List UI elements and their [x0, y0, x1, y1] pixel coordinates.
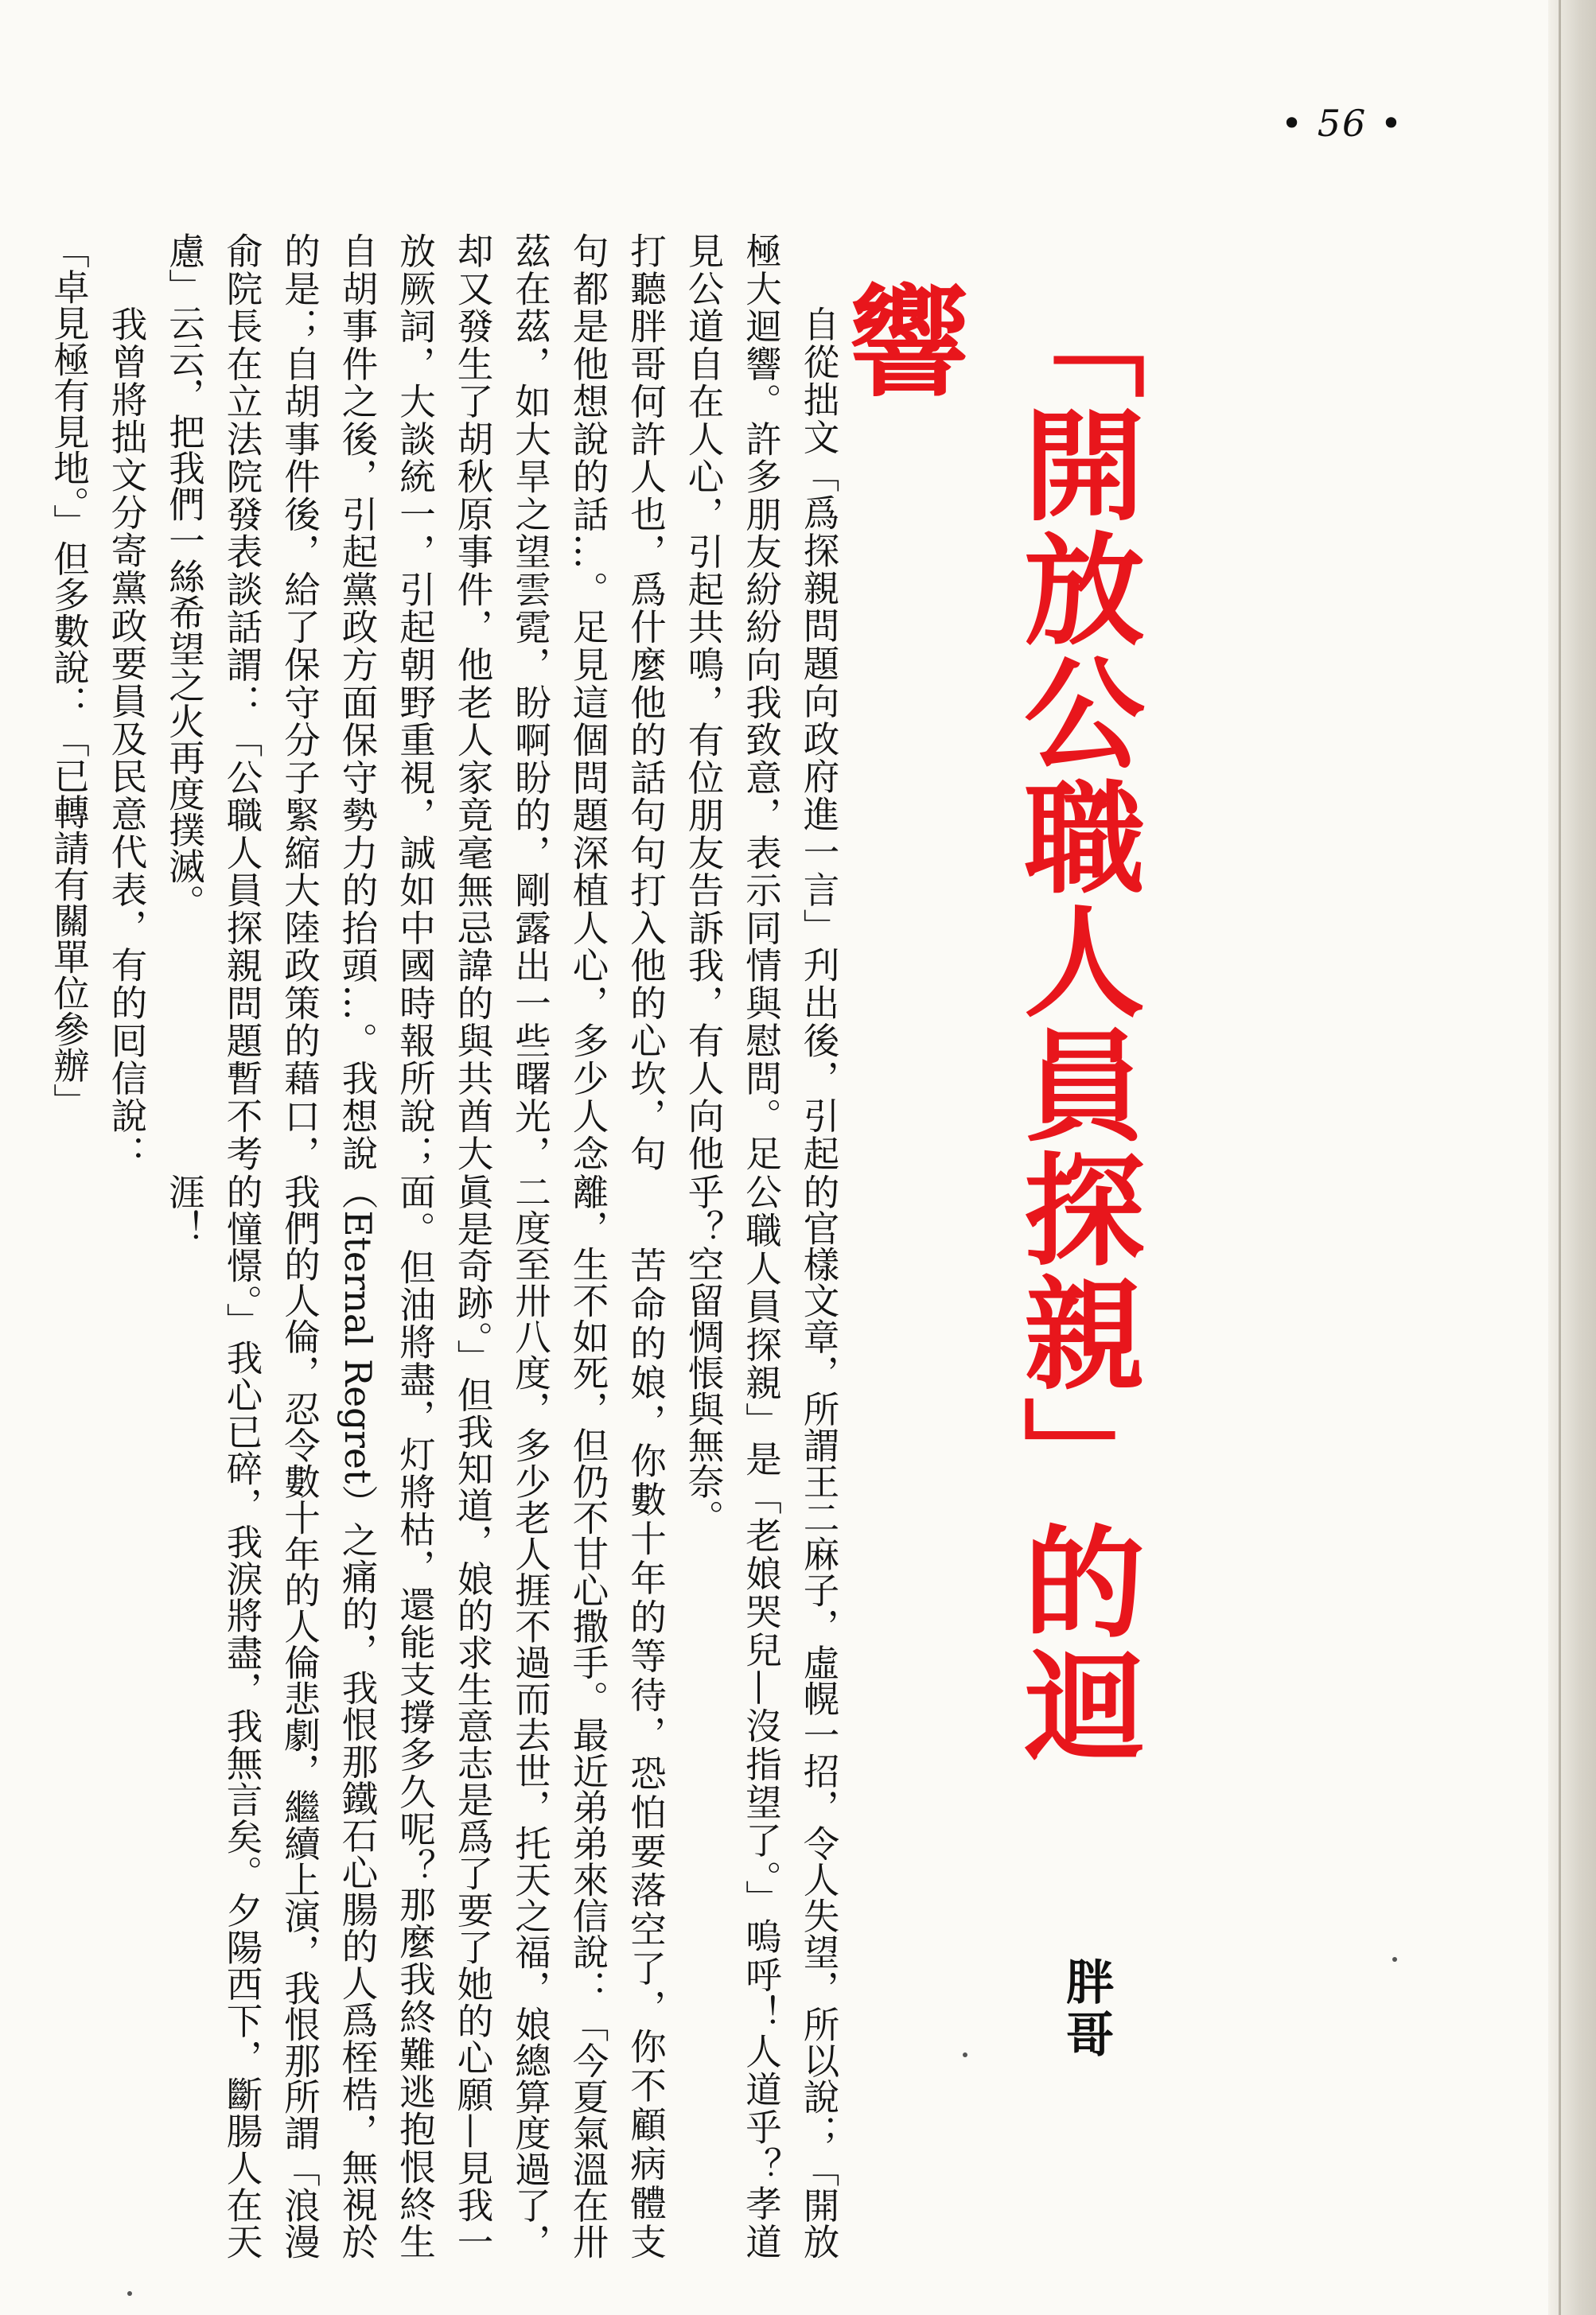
- body-paragraph: 的官樣文章，所謂王二麻子，虛幌一招，令人失望，所以說；「開放公職人員探親」是「老娘哭兒—沒指望了。」嗚呼！人道乎？孝道乎？空留惆悵與無奈。: [683, 1173, 840, 2259]
- page-edge-line: [1559, 0, 1561, 2315]
- body-paragraph: 自從拙文「爲探親問題向政府進一言」刋出後，引起極大迴響。許多朋友紛紛向我致意，表示同情與慰問。足見公道自在人心，引起共鳴，有位朋友告訴我，有人向他打聽胖哥何許人也，爲什麼他的話句句打入他的心坎，句句都是他想說的話…。足見這個問題深植人心，多少人念茲在茲，如大旱之望雲霓，盼啊盼的，剛露出一些曙光，却又發生了胡秋原事件，他老人家竟毫無忌諱的與共酋大放厥詞，大談統一，引起朝野重視，誠如中國時報所說；自胡事件之後，引起黨政方面保守勢力的抬頭…。我想說的是；自胡事件後，給了保守分子緊縮大陸政策的藉口，俞院長在立法院發表談話謂：「公職人員探親問題暫不考慮」云云，把我們一絲希望之火再度撲滅。: [163, 232, 840, 1171]
- article-title: 「開放公職人員探親」的迴響: [829, 278, 1145, 1768]
- body-paragraph: 苦命的娘，你數十年的等待，恐怕要落空了，你不顧病體支離，生不如死，但仍不甘心撒手。最近弟弟來信說：「今夏氣溫在卅二度至卅八度，多少老人捱不過而去世，托天之福，娘總算度過了，眞是奇跡。」但我知道，娘的求生意志是爲了要了她的心願—見我一面。但油將盡，灯將枯，還能支撐多久呢？那麼我終難逃抱恨終生（Eternal Regret）之痛的，我恨那鐵石心腸的人爲桎梏，無視於我們的人倫，忍令數十年的人倫悲劇，繼續上演，我恨那所謂「浪漫的憧憬。」我心已碎，我淚將盡，我無言矣。夕陽西下，斷腸人在天涯！: [163, 1173, 668, 2259]
- page-binding-edge: [1548, 0, 1596, 2315]
- article-body-lower: [99, 1173, 847, 2259]
- body-paragraph: 我曾將拙文分寄黨政要員及民意代表，有的囘信說：「卓見極有見地。」但多數說：「已轉請有關單位參辦」: [48, 232, 148, 1171]
- page-number: • 56 •: [1281, 102, 1404, 145]
- scan-speck: [963, 2052, 967, 2057]
- article-body-upper: [48, 232, 847, 1171]
- author-byline: 胖哥: [1058, 1957, 1114, 2062]
- scan-speck: [127, 2291, 132, 2296]
- scan-speck: [1392, 1957, 1397, 1962]
